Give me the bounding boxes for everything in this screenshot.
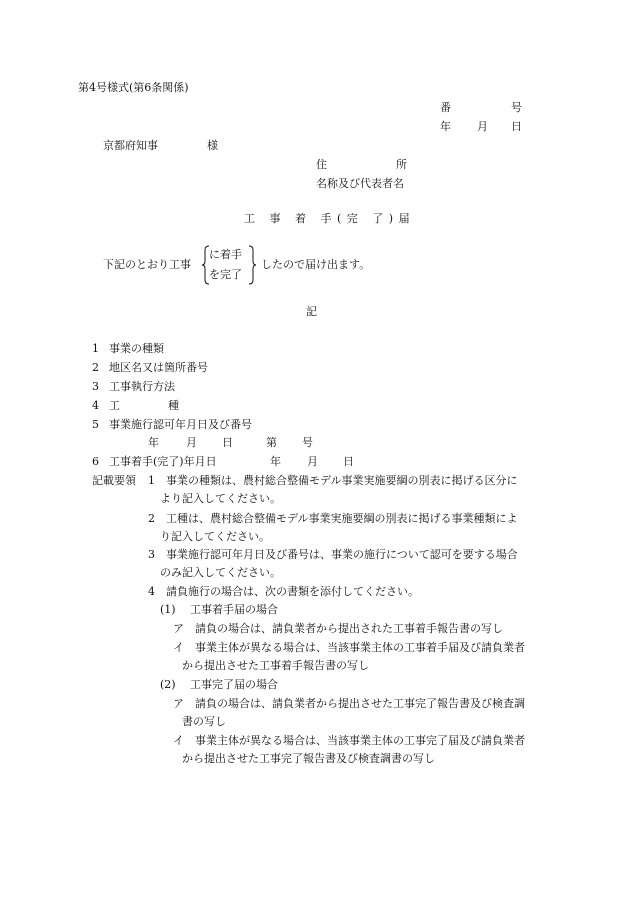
item-3-number: 3 <box>92 380 99 393</box>
sub-2a-line-1: 請負の場合は、請負業者から提出させた工事完了報告書及び検査調 <box>195 697 525 710</box>
addressee-name: 京都府知事 <box>103 139 158 152</box>
item-6-day: 日 <box>343 455 354 468</box>
item-5-dai: 第 <box>266 436 277 449</box>
item-6-month: 月 <box>307 455 318 468</box>
item-4-label: 工 <box>109 399 120 412</box>
item-5-number: 5 <box>92 418 99 431</box>
sub-2b-mark: イ <box>173 734 184 747</box>
sub-2-number: (2) <box>160 678 176 691</box>
item-5-go: 号 <box>302 436 313 449</box>
note-3-line-2: のみ記入してください。 <box>160 566 281 579</box>
item-6-year: 年 <box>270 455 281 468</box>
item-1-number: 1 <box>92 342 99 355</box>
number-suffix: 号 <box>511 101 522 114</box>
address-label-1: 住 <box>316 158 327 171</box>
year-label: 年 <box>440 120 451 133</box>
item-2-number: 2 <box>92 361 99 374</box>
sub-2a-mark: ア <box>173 697 184 710</box>
sub-1-number: (1) <box>160 603 176 616</box>
item-5-year: 年 <box>148 436 159 449</box>
ki-heading: 記 <box>306 305 317 318</box>
item-5-month: 月 <box>186 436 197 449</box>
item-6-label: 工事着手(完了)年月日 <box>109 455 217 468</box>
note-2-line-1: 工種は、農村総合整備モデル事業実施要綱の別表に掲げる事業種類によ <box>166 512 518 525</box>
item-6-number: 6 <box>92 455 99 468</box>
note-1-line-2: より記入してください。 <box>160 492 281 505</box>
note-3-line-1: 事業施行認可年月日及び番号は、事業の施行について認可を要する場合 <box>166 548 518 561</box>
note-4-number: 4 <box>148 585 155 598</box>
item-4-label-2: 種 <box>168 399 179 412</box>
representative-label: 名称及び代表者名 <box>316 177 404 190</box>
sub-1b-line-2: から提出させた工事着手報告書の写し <box>182 659 369 672</box>
note-2-line-2: り記入してください。 <box>160 530 270 543</box>
notes-heading: 記載要領 <box>92 474 136 487</box>
form-number: 第4号様式(第6条関係) <box>78 81 189 94</box>
note-2-number: 2 <box>148 512 155 525</box>
note-3-number: 3 <box>148 548 155 561</box>
option-complete: を完了 <box>209 268 242 281</box>
sub-1b-mark: イ <box>173 641 184 654</box>
sub-2a-line-2: 書の写し <box>182 715 226 728</box>
item-3-label: 工事執行方法 <box>109 380 175 393</box>
number-label: 番 <box>440 101 451 114</box>
sub-2b-line-2: から提出させた工事完了報告書及び検査調書の写し <box>182 752 435 765</box>
addressee-honorific: 様 <box>207 139 218 152</box>
intro-suffix: したので届け出ます。 <box>261 258 371 271</box>
sub-2b-line-1: 事業主体が異なる場合は、当該事業主体の工事完了届及び請負業者 <box>195 734 525 747</box>
sub-1a-text: 請負の場合は、請負業者から提出された工事着手報告書の写し <box>195 622 503 635</box>
note-1-line-1: 事業の種類は、農村総合整備モデル事業実施要綱の別表に掲げる区分に <box>166 474 518 487</box>
document-title: 工 事 着 手(完 了)届 <box>244 212 416 225</box>
item-5-day: 日 <box>222 436 233 449</box>
item-2-label: 地区名又は箇所番号 <box>109 361 208 374</box>
sub-1a-mark: ア <box>173 622 184 635</box>
item-1-label: 事業の種類 <box>109 342 164 355</box>
item-4-number: 4 <box>92 399 99 412</box>
intro-prefix: 下記のとおり工事 <box>103 258 191 271</box>
address-label-2: 所 <box>396 158 407 171</box>
month-label: 月 <box>477 120 488 133</box>
sub-1b-line-1: 事業主体が異なる場合は、当該事業主体の工事着手届及び請負業者 <box>195 641 525 654</box>
day-label: 日 <box>511 120 522 133</box>
sub-1-label: 工事着手届の場合 <box>190 603 278 616</box>
sub-2-label: 工事完了届の場合 <box>190 678 278 691</box>
item-5-label: 事業施行認可年月日及び番号 <box>109 418 252 431</box>
note-4-line-1: 請負施行の場合は、次の書類を添付してください。 <box>166 585 419 598</box>
note-1-number: 1 <box>148 474 155 487</box>
option-start: に着手 <box>209 248 242 261</box>
